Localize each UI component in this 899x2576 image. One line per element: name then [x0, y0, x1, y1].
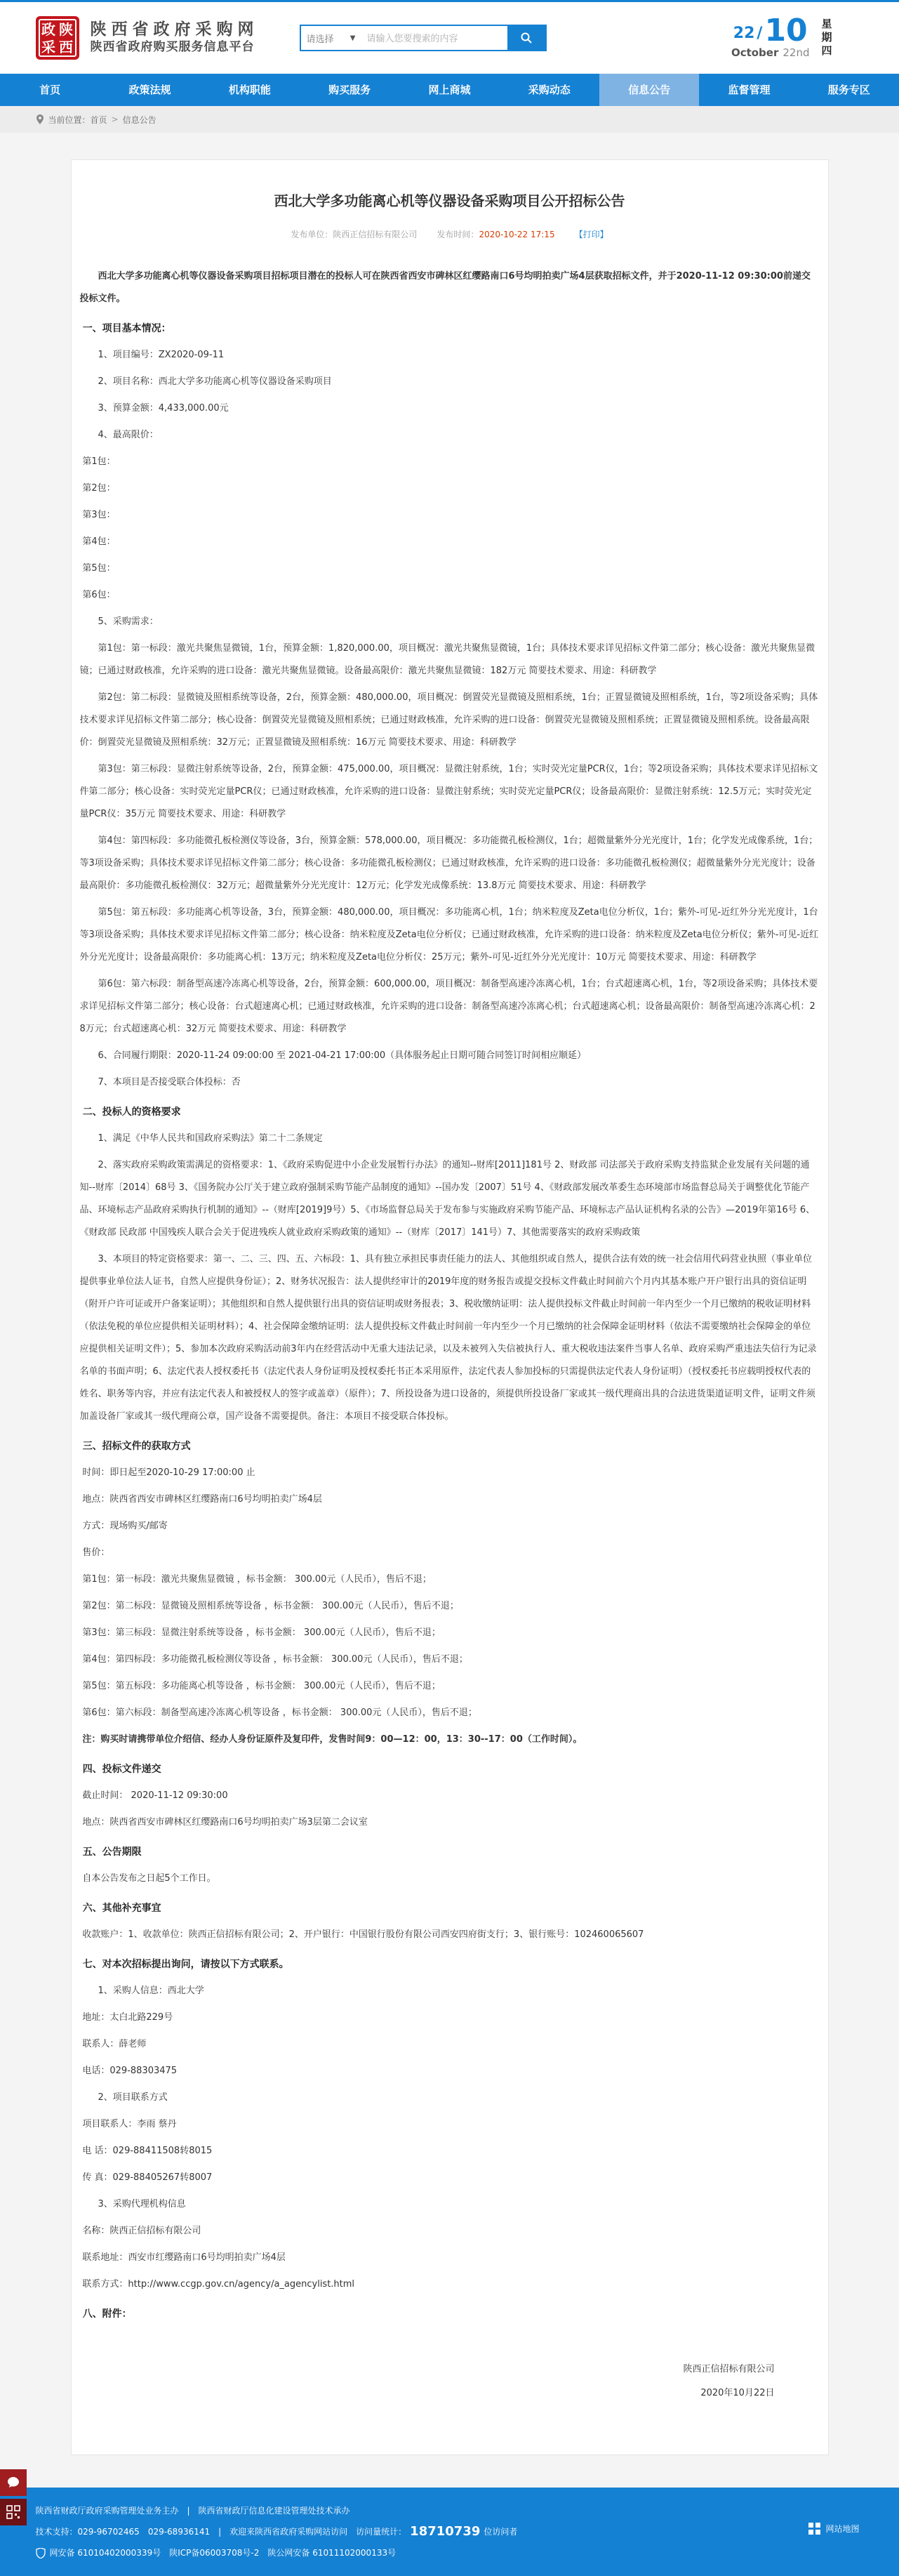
location-pin-icon [36, 114, 44, 124]
date-weekday: 星期四 [820, 18, 833, 58]
article-paragraph: 第5包：第五标段：多功能离心机等设备，3台，预算金额：480,000.00，项目概况：多功能离心机，1台；纳米粒度及Zeta电位分析仪，1台；紫外-可见-近红外分光光度计，1台等3项设备采购；具体技术要求详见招标文件第二部分；核心设备：纳米粒度及Zeta电位分析仪；已通过财政核准，允许采购的进口设备：纳米粒度及Zeta电位分析仪；紫外-可见-近红外分光光度计；设备最高限价：多功能离心机：13万元；纳米粒度及Zeta电位分析仪：25万元；紫外-可见-近红外分光光度计：10万元 简要技术要求、用途：科研教学 [79, 907, 819, 963]
article-paragraph: 名称：陕西正信招标有限公司 [82, 2226, 201, 2236]
nav-item-announcements[interactable]: 信息公告 [599, 74, 699, 106]
date-ordinal: 22nd [783, 46, 810, 60]
article-paragraph: 3、预算金额：4,433,000.00元 [98, 403, 229, 414]
breadcrumb-current: 信息公告 [122, 114, 157, 125]
article-paragraph: 方式：现场购买/邮寄 [82, 1521, 168, 1531]
announcement-card [71, 159, 829, 2455]
article-paragraph: 四、投标文件递交 [82, 1764, 161, 1775]
publish-info [80, 228, 820, 240]
chevron-down-icon: ▼ [349, 34, 356, 42]
article-paragraph: 1、项目编号：ZX2020-09-11 [98, 350, 225, 360]
main-nav [0, 74, 899, 106]
article-paragraph: 第2包： [82, 483, 116, 494]
site-footer [0, 2488, 899, 2576]
article-paragraph: 传 真：029-88405267转8007 [82, 2172, 213, 2183]
article-paragraph: 联系人：薛老师 [82, 2039, 147, 2049]
nav-item-policy[interactable]: 政策法规 [128, 84, 171, 96]
signature-date: 2020年10月22日 [700, 2388, 775, 2398]
main-content [0, 133, 899, 2455]
article-paragraph: 2、项目联系方式 [98, 2092, 168, 2103]
breadcrumb [36, 106, 864, 133]
site-header [0, 0, 899, 74]
article-paragraph: 第5包： [82, 563, 116, 574]
publish-time: 2020-10-22 17:15 [479, 230, 555, 239]
article-paragraph: 第3包：第三标段：显微注射系统等设备 ，标书金额： 300.00元（人民币），售后不退； [82, 1627, 441, 1638]
breadcrumb-separator: > [111, 114, 119, 124]
article-paragraph: 五、公告期限 [82, 1847, 142, 1858]
article-paragraph: 时间：即日起至2020-10-29 17:00:00 止 [82, 1467, 255, 1478]
breadcrumb-bar [0, 106, 899, 133]
qrcode-float-button[interactable] [0, 2499, 27, 2525]
article-paragraph: 1、满足《中华人民共和国政府采购法》第二十二条规定 [98, 1133, 323, 1144]
nav-item-online-mall[interactable]: 网上商城 [428, 84, 471, 96]
article-paragraph: 自本公告发布之日起5个工作日。 [82, 1873, 216, 1884]
search-icon [520, 32, 533, 44]
article-paragraph: 第1包：第一标段：激光共聚焦显微镜 ，标书金额： 300.00元（人民币），售后不退； [82, 1574, 432, 1585]
qr-code-icon [6, 2505, 20, 2519]
search-input[interactable] [361, 26, 507, 50]
date-widget [731, 12, 864, 60]
logo-char: 陕 [59, 20, 73, 38]
article-paragraph: 地址：太白北路229号 [82, 2012, 173, 2023]
article-paragraph: 第2包：第二标段：显微镜及照相系统等设备 ，标书金额： 300.00元（人民币），售后不退； [82, 1601, 459, 1611]
footer-icp: 网安备 61010402000339号 陕ICP备06003708号-2 陕公网安备 61011102000133号 [49, 2548, 397, 2558]
article-paragraph: 第4包：第四标段：多功能微孔板检测仪等设备，3台，预算金额：578,000.00，项目概况：多功能微孔板检测仪，1台；超微量紫外分光光度计，1台；化学发光成像系统，1台；等3项设备采购；具体技术要求详见招标文件第二部分；核心设备：多功能微孔板检测仪；已通过财政核准，允许采购的进口设备：多功能微孔板检测仪；超微量紫外分光光度计；设备最高限价：多功能微孔板检测仪：32万元；超微量紫外分光光度计：12万元；化学发光成像系统：13.8万元 简要技术要求、用途：科研教学 [79, 835, 818, 891]
nav-item-home[interactable]: 首页 [39, 84, 61, 96]
sitemap-link[interactable] [808, 2523, 859, 2535]
article-paragraph: 电话：029-88303475 [82, 2066, 178, 2076]
article-paragraph: 第6包： [82, 590, 116, 600]
nav-item-service-zone[interactable]: 服务专区 [827, 84, 870, 96]
article-paragraph: 收款账户：1、收款单位：陕西正信招标有限公司；2、开户银行：中国银行股份有限公司西安四府街支行；3、银行账号：102460065607 [82, 1929, 644, 1940]
footer-support: 技术支持：029-96702465 029-68936141 | 欢迎来陕西省政府采购网站访问 访问量统计： [35, 2527, 407, 2537]
wechat-float-button[interactable] [0, 2469, 27, 2496]
article-paragraph: 第3包： [82, 510, 116, 520]
article-paragraph: 3、本项目的特定资格要求：第一、二、三、四、五、六标段：1、具有独立承担民事责任能力的法人、其他组织或自然人，提供合法有效的统一社会信用代码营业执照（事业单位提供事业单位法人证书，自然人应提供身份证）；2、财务状况报告：法人提供经审计的2019年度的财务报告或提交投标文件截止时间前六个月内其基本账户开户银行出具的资信证明（附开户许可证或开户备案证明）；其他组织和自然人提供银行出具的资信证明或财务报表；3、税收缴纳证明：法人提供投标文件截止时间前一年内至少一个月已缴纳的税收证明材料（依法免税的单位应提供相关证明材料）；4、社会保障金缴纳证明：法人提供投标文件截止时间前一年内至少一个月已缴纳的社会保障金证明材料（依法不需要缴纳社会保障金的单位应提供相关证明文件）；5、参加本次政府采购活动前3年内在经营活动中无重大违法记录，以及未被列入失信被执行人、重大税收违法案件当事人名单、政府采购严重违法失信行为记录名单的书面声明；6、法定代表人授权委托书（法定代表人身份证明及授权委托书正本采用原件，法定代表人参加投标的只需提供法定代表人身份证明）（授权委托书应载明授权代表的姓名、职务等内容，并应有法定代表人和被授权人的签字或盖章）（原件）；7、所投设备为进口设备的，须提供所投设备厂家或其一级代理商出具的合法进货渠道证明文件，证明文件须加盖设备厂家或其一级代理商公章，国产设备不需要提供。备注：本项目不接受联合体投标。 [79, 1254, 817, 1422]
article-paragraph: 1、采购人信息：西北大学 [98, 1986, 204, 1996]
search-bar [300, 25, 547, 51]
date-month: 10 [764, 12, 808, 48]
publisher-name: 陕西正信招标有限公司 [333, 230, 418, 239]
article-paragraph: 5、采购需求： [98, 616, 159, 627]
article-paragraph: 八、附件： [82, 2309, 132, 2320]
print-button[interactable]: 【打印】 [574, 230, 608, 239]
logo-char: 政 [41, 20, 55, 38]
search-category-select[interactable] [301, 26, 361, 50]
article-paragraph: 第5包：第五标段：多功能离心机等设备 ，标书金额： 300.00元（人民币），售后不退； [82, 1681, 441, 1691]
article-paragraph: 第1包：第一标段：激光共聚焦显微镜，1台，预算金额：1,820,000.00，项目概况：激光共聚焦显微镜，1台；具体技术要求详见招标文件第二部分；核心设备：激光共聚焦显微镜；已通过财政核准，允许采购的进口设备：激光共聚焦显微镜。设备最高限价：激光共聚焦显微镜：182万元 简要技术要求、用途：科研教学 [79, 643, 815, 676]
visit-counter: 18710739 [410, 2524, 481, 2539]
nav-item-functions[interactable]: 机构职能 [228, 84, 271, 96]
sitemap-label: 网站地图 [825, 2524, 860, 2534]
site-subtitle: 陕西省政府购买服务信息平台 [90, 40, 255, 55]
article-paragraph: 7、本项目是否接受联合体投标：否 [98, 1077, 241, 1088]
footer-visitors-suffix: 位访问者 [484, 2527, 518, 2537]
publisher-label: 发布单位： [291, 230, 333, 239]
article-paragraph: 第6包：第六标段：制备型高速冷冻离心机等设备 ，标书金额： 300.00元（人民币），售后不退； [82, 1708, 477, 1718]
article-paragraph: 第2包：第二标段：显微镜及照相系统等设备，2台，预算金额：480,000.00，项目概况：倒置荧光显微镜及照相系统，1台；正置显微镜及照相系统，1台，等2项设备采购；具体技术要求详见招标文件第二部分；核心设备：倒置荧光显微镜及照相系统；已通过财政核准，允许采购的进口设备：倒置荧光显微镜及照相系统；正置显微镜及照相系统。设备最高限价：倒置荧光显微镜及照相系统：32万元；正置显微镜及照相系统：16万元 简要技术要求、用途：科研教学 [79, 692, 818, 748]
article-paragraph: 6、合同履行期限：2020-11-24 09:00:00 至 2021-04-21 17:00:00（具体服务起止日期可随合同签订时间相应顺延） [98, 1050, 587, 1061]
site-logo [36, 16, 79, 60]
article-paragraph: 联系方式：http://www.ccgp.gov.cn/agency/a_agencylist.html [82, 2279, 355, 2290]
search-category-label: 请选择 [306, 34, 334, 45]
article-paragraph: 六、其他补充事宜 [82, 1903, 161, 1914]
sitemap-icon [808, 2523, 820, 2535]
logo-char: 采 [41, 38, 55, 55]
article-paragraph: 一、项目基本情况： [82, 323, 171, 334]
article-paragraph: 第1包： [82, 456, 116, 467]
page-title: 西北大学多功能离心机等仪器设备采购项目公开招标公告 [274, 192, 625, 209]
date-month-name: October [731, 46, 779, 60]
logo-char: 西 [59, 38, 73, 55]
article-paragraph: 注：购买时请携带单位介绍信、经办人身份证原件及复印件，发售时间9：00—12：00，13：30--17：00（工作时间）。 [82, 1734, 582, 1745]
security-badge-icon [36, 2548, 46, 2558]
article-paragraph: 第4包： [82, 536, 116, 547]
chat-bubble-icon [6, 2476, 20, 2490]
article-paragraph: 地点：陕西省西安市碑林区红缨路南口6号均明拍卖广场4层 [82, 1494, 322, 1505]
article-paragraph: 第3包：第三标段：显微注射系统等设备，2台，预算金额：475,000.00，项目概况：显微注射系统，1台；实时荧光定量PCR仪，1台；等2项设备采购；具体技术要求详见招标文件第二部分；核心设备：实时荧光定量PCR仪；已通过财政核准，允许采购的进口设备：显微注射系统；实时荧光定量PCR仪；设备最高限价：显微注射系统：12.5万元；实时荧光定量PCR仪：35万元 简要技术要求、用途：科研教学 [79, 764, 818, 819]
nav-item-procurement-news[interactable]: 采购动态 [528, 84, 571, 96]
article-paragraph: 项目联系人：李雨 蔡丹 [82, 2119, 177, 2129]
nav-item-purchase-service[interactable]: 购买服务 [328, 84, 371, 96]
article-paragraph: 联系地址：西安市红缨路南口6号均明拍卖广场4层 [82, 2252, 286, 2263]
article-paragraph: 地点：陕西省西安市碑林区红缨路南口6号均明拍卖广场3层第二会议室 [82, 1817, 368, 1828]
article-paragraph: 截止时间： 2020-11-12 09:30:00 [82, 1790, 228, 1801]
date-day: 22 [733, 25, 755, 43]
signature-company: 陕西正信招标有限公司 [683, 2364, 775, 2374]
article-paragraph: 三、招标文件的获取方式 [82, 1441, 191, 1452]
article-paragraph: 4、最高限价： [98, 430, 159, 440]
search-button[interactable] [507, 26, 545, 50]
article-paragraph: 2、项目名称：西北大学多功能离心机等仪器设备采购项目 [98, 376, 332, 387]
site-title: 陕西省政府采购网 [90, 20, 259, 39]
article-paragraph: 西北大学多功能离心机等仪器设备采购项目招标项目潜在的投标人可在陕西省西安市碑林区红缨路南口6号均明拍卖广场4层获取招标文件，并于2020-11-12 09:30:00前递交投标文件。 [79, 271, 811, 304]
publish-time-label: 发布时间： [437, 230, 479, 239]
article-paragraph: 第6包：第六标段：制备型高速冷冻离心机等设备，2台，预算金额：600,000.00，项目概况：制备型高速冷冻离心机，1台；台式超速离心机，1台，等2项设备采购；具体技术要求详见招标文件第二部分；核心设备：台式超速离心机；已通过财政核准，允许采购的进口设备：制备型高速冷冻离心机；台式超速离心机；设备最高限价：制备型高速冷冻离心机：28万元；台式超速离心机：32万元 简要技术要求、用途：科研教学 [79, 979, 818, 1034]
article-body [80, 265, 820, 2325]
footer-organizer: 陕西省财政厅政府采购管理处业务主办 | 陕西省财政厅信息化建设管理处技术承办 [35, 2506, 350, 2516]
article-paragraph: 电 话：029-88411508转8015 [82, 2146, 213, 2156]
date-separator: / [757, 25, 763, 43]
article-paragraph: 售价： [82, 1547, 110, 1558]
breadcrumb-label: 当前位置： [48, 114, 91, 125]
article-paragraph: 2、落实政府采购政策需满足的资格要求：1、《政府采购促进中小企业发展暂行办法》的通知--财库[2011]181号 2、财政部 司法部关于政府采购支持监狱企业发展有关问题的通知--财库〔2014〕68号 3、《国务院办公厅关于建立政府强制采购节能产品制度的通知》--国办发〔2007〕51号 4、《财政部发展改革委生态环境部市场监督总局关于调整优化节能产品、环境标志产品政府采购执行机制的通知》--（财库[2019]9号）5、《市场监督总局关于发布参与实施政府采购节能产品、环境标志产品认证机构名录的公告》—2019年第16号 6、《财政部 民政部 中国残疾人联合会关于促进残疾人就业政府采购政策的通知》--（财库〔2017〕141号）7、其他需要落实的政府采购政策 [79, 1160, 815, 1238]
article-paragraph: 3、采购代理机构信息 [98, 2199, 186, 2210]
article-paragraph: 第4包：第四标段：多功能微孔板检测仪等设备 ，标书金额： 300.00元（人民币），售后不退； [82, 1654, 468, 1665]
signature-block [80, 2358, 820, 2405]
article-paragraph: 七、对本次招标提出询问，请按以下方式联系。 [82, 1959, 289, 1970]
breadcrumb-home[interactable]: 首页 [90, 114, 107, 125]
article-paragraph: 二、投标人的资格要求 [82, 1107, 181, 1118]
floating-buttons [0, 2469, 27, 2525]
nav-item-supervision[interactable]: 监督管理 [728, 84, 771, 96]
